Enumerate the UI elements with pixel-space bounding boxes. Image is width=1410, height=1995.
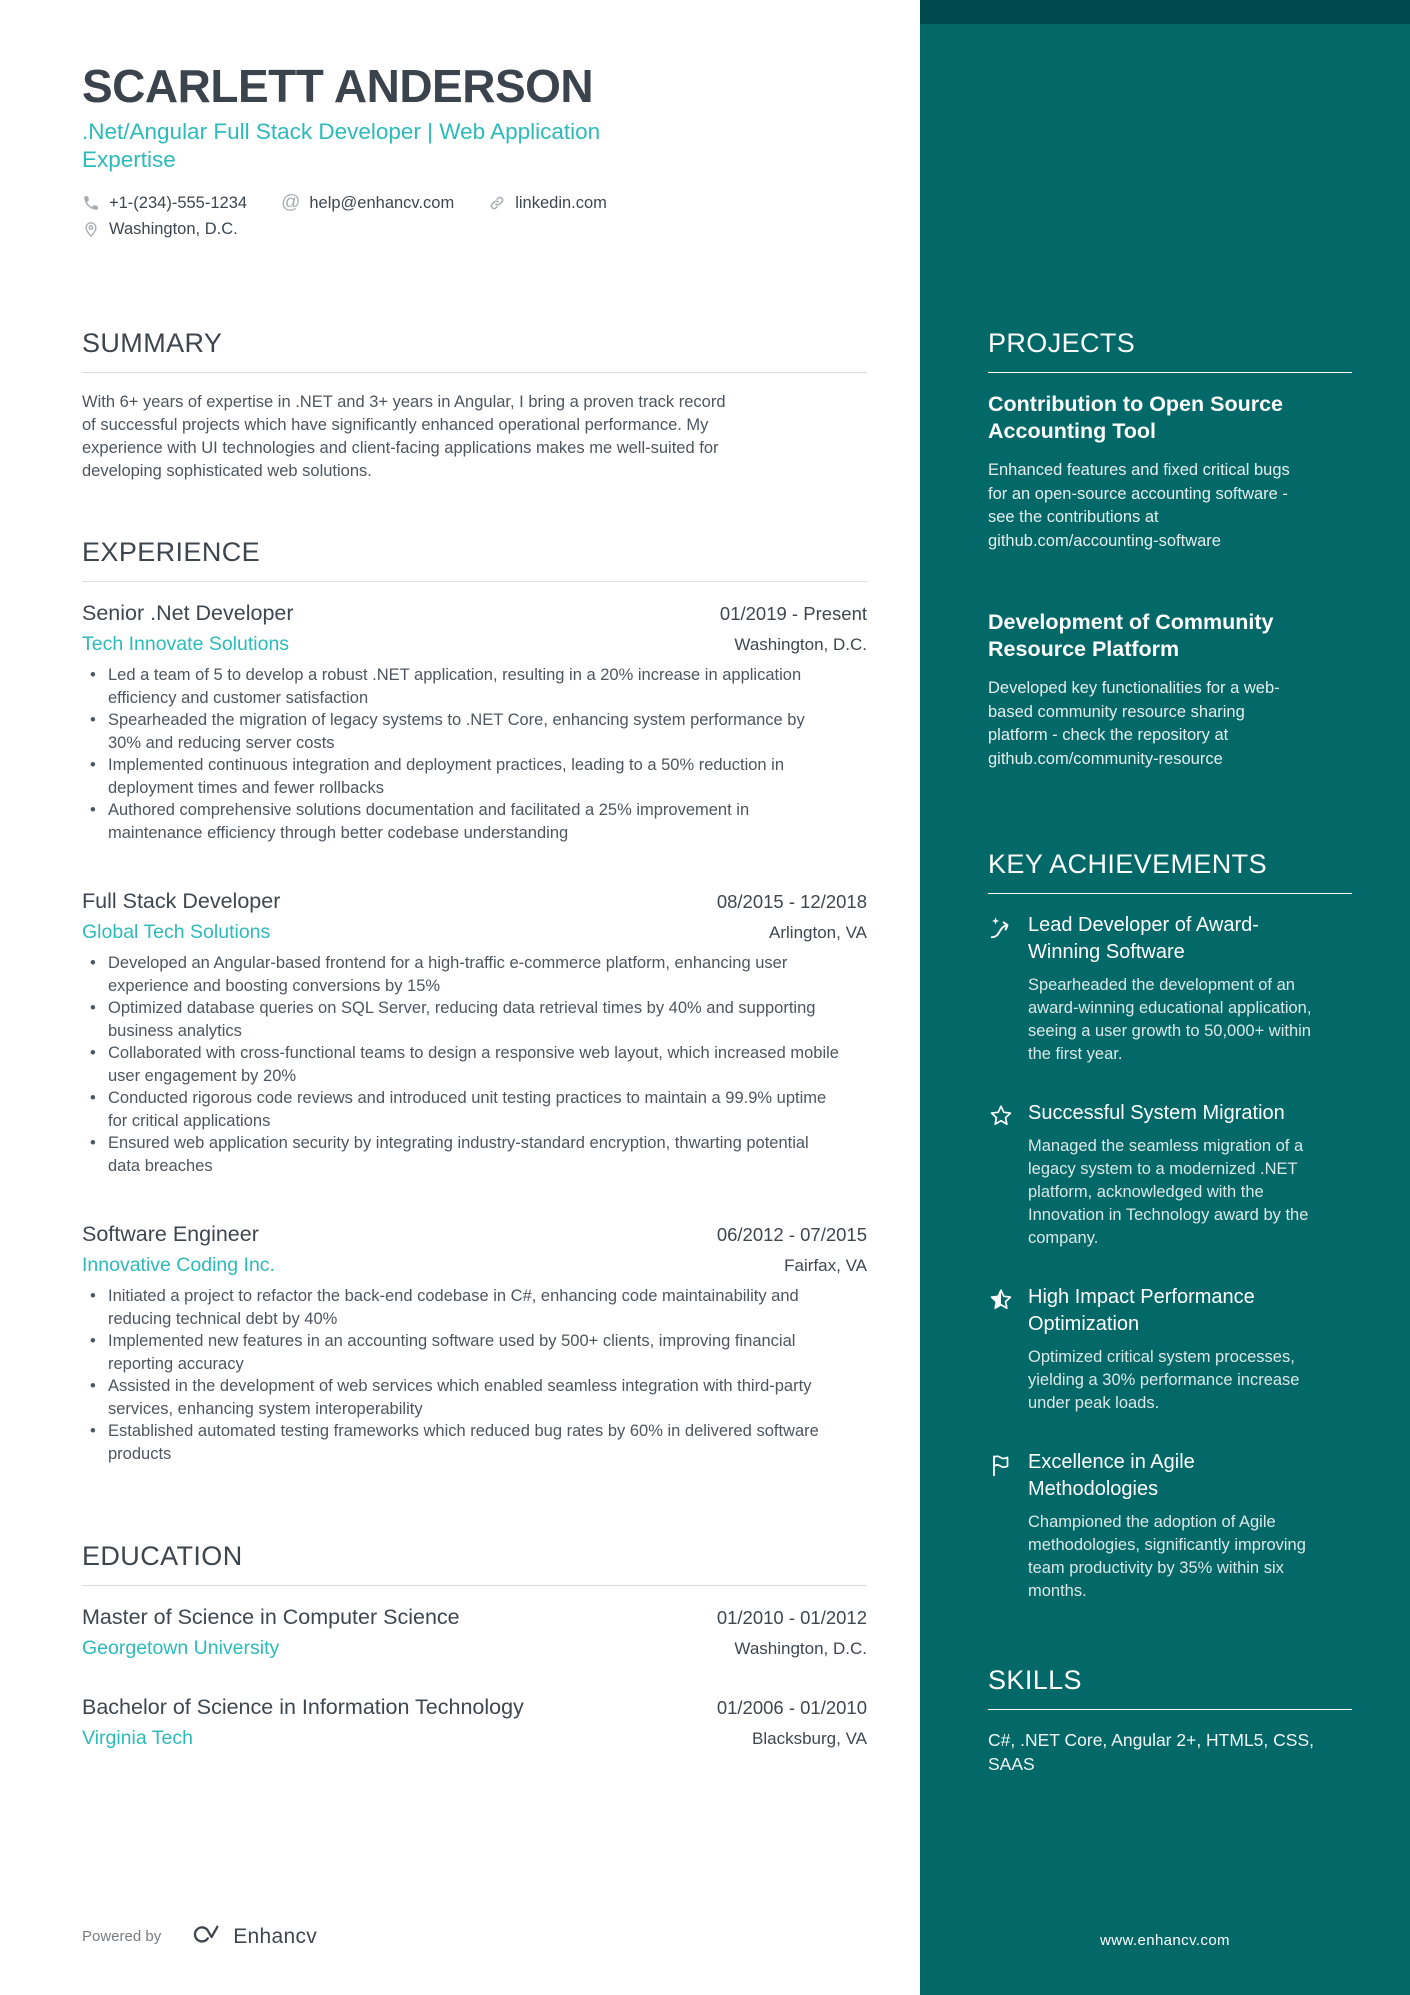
job-location: Fairfax, VA [784,1256,867,1276]
job-bullet: • Implemented continuous integration and deployment practices, leading to a 50% reduction in deployment times and fewer rollbacks [82,754,842,799]
contact-location [82,216,238,242]
person-headline: .Net/Angular Full Stack Developer | Web Application Expertise [82,119,601,173]
achievement-item [988,912,1352,1066]
resume-header [82,62,867,242]
job-entry [82,1221,867,1465]
key-achievements-heading: KEY ACHIEVEMENTS [988,849,1352,894]
job-dates: 08/2015 - 12/2018 [716,891,867,913]
contact-email-text: help@enhancv.com [309,194,455,213]
achievement-item [988,1284,1352,1415]
job-bullet: • Optimized database queries on SQL Server, reducing data retrieval times by 40% and supporting business analytics [82,997,842,1042]
degree-school: Georgetown University [82,1637,280,1660]
job-dates: 06/2012 - 07/2015 [716,1224,867,1246]
job-bullet: • Spearheaded the migration of legacy systems to .NET Core, enhancing system performance by 30% and reducing server costs [82,709,842,754]
job-bullet: • Ensured web application security by integrating industry-standard encryption, thwarting potential data breaches [82,1132,842,1177]
education-heading: EDUCATION [82,1541,867,1586]
job-bullet: • Developed an Angular-based frontend for a high-traffic e-commerce platform, enhancing user experience and boosting conversions by 15% [82,952,842,997]
star-outline-icon [988,1100,1014,1250]
contact-info [82,190,867,242]
project-item [988,391,1352,553]
job-bullet: • Assisted in the development of web services which enabled seamless integration with third-party services, enhancing system interoperability [82,1375,842,1420]
summary-section [82,328,867,483]
key-achievements-section [988,849,1352,1603]
job-bullets [82,664,867,844]
enhancv-website-link[interactable]: www.enhancv.com [1100,1932,1230,1949]
project-description: Developed key functionalities for a web-based community resource sharing platform - check the repository at github.com/community-resource [988,679,1280,768]
career-path-icon [988,912,1014,1066]
job-entry [82,600,867,844]
job-location: Washington, D.C. [734,635,867,655]
skills-section [988,1665,1352,1776]
achievement-description: Optimized critical system processes, yielding a 30% performance increase under peak loads. [1028,1348,1300,1412]
education-section [82,1541,867,1750]
job-entry [82,888,867,1177]
project-item [988,609,1352,771]
job-title: Software Engineer [82,1222,259,1247]
achievement-item [988,1100,1352,1250]
summary-heading: SUMMARY [82,328,867,373]
job-bullet: • Collaborated with cross-functional teams to design a responsive web layout, which increased mobile user engagement by 20% [82,1042,842,1087]
degree-location: Blacksburg, VA [752,1729,867,1749]
job-bullet: • Implemented new features in an accounting software used by 500+ clients, improving financial reporting accuracy [82,1330,842,1375]
contact-location-text: Washington, D.C. [109,220,238,239]
job-bullet: • Conducted rigorous code reviews and introduced unit testing practices to maintain a 99.9% uptime for critical applications [82,1087,842,1132]
achievement-title: Lead Developer of Award-Winning Software [1028,914,1259,963]
project-title: Development of Community Resource Platform [988,610,1274,661]
person-name: SCARLETT ANDERSON [82,60,594,112]
contact-link[interactable] [488,190,607,216]
degree-title: Bachelor of Science in Information Technology [82,1695,524,1720]
experience-heading: EXPERIENCE [82,537,867,582]
link-icon [488,194,506,212]
footer-branding [82,1920,317,1953]
phone-icon [82,194,100,212]
job-title: Senior .Net Developer [82,601,294,626]
job-bullet: • Established automated testing frameworks which reduced bug rates by 60% in delivered software products [82,1420,842,1465]
experience-section [82,537,867,1465]
degree-entry [82,1694,867,1750]
contact-phone[interactable] [82,190,247,216]
achievement-description: Managed the seamless migration of a legacy system to a modernized .NET platform, acknowledged with the Innovation in Technology award by the company. [1028,1137,1309,1247]
achievement-description: Spearheaded the development of an award-winning educational application, seeing a user growth to 50,000+ within the first year. [1028,976,1312,1063]
job-company: Global Tech Solutions [82,921,271,944]
projects-section [988,328,1352,771]
degree-school: Virginia Tech [82,1727,193,1750]
projects-heading: PROJECTS [988,328,1352,373]
half-star-icon [988,1284,1014,1415]
achievement-item [988,1449,1352,1603]
sidebar-top-strip [920,0,1410,24]
enhancv-wordmark: Enhancv [233,1924,318,1948]
job-bullets [82,1285,867,1465]
achievement-title: High Impact Performance Optimization [1028,1286,1255,1335]
degree-title: Master of Science in Computer Science [82,1605,460,1630]
flag-icon [988,1449,1014,1603]
job-bullet: • Authored comprehensive solutions documentation and facilitated a 25% improvement in maintenance efficiency through better codebase understanding [82,799,842,844]
enhancv-logo-icon [187,1920,223,1953]
project-description: Enhanced features and fixed critical bugs for an open-source accounting software - see the contributions at github.com/accounting-software [988,461,1290,550]
job-location: Arlington, VA [769,923,867,943]
contact-link-text: linkedin.com [515,194,607,213]
degree-entry [82,1604,867,1660]
enhancv-logo-link[interactable] [187,1920,317,1953]
degree-dates: 01/2006 - 01/2010 [716,1697,867,1719]
skills-list: C#, .NET Core, Angular 2+, HTML5, CSS, SAAS [988,1730,1314,1774]
job-title: Full Stack Developer [82,889,281,914]
achievement-title: Successful System Migration [1028,1102,1285,1124]
job-company: Innovative Coding Inc. [82,1254,275,1277]
job-company: Tech Innovate Solutions [82,633,290,656]
job-bullet: • Led a team of 5 to develop a robust .NET application, resulting in a 20% increase in application efficiency and customer satisfaction [82,664,842,709]
degree-location: Washington, D.C. [734,1639,867,1659]
job-bullets [82,952,867,1177]
summary-text: With 6+ years of expertise in .NET and 3+ years in Angular, I bring a proven track record of successful projects which have significantly enhanced operational performance. My experience with UI technologies and client-facing applications makes me well-suited for developing sophisticated web solutions. [82,393,726,481]
skills-heading: SKILLS [988,1665,1352,1710]
job-bullet: • Initiated a project to refactor the back-end codebase in C#, enhancing code maintainability and reducing technical debt by 40% [82,1285,842,1330]
contact-phone-text: +1-(234)-555-1234 [109,194,248,213]
powered-by-label: Powered by [82,1928,162,1945]
project-title: Contribution to Open Source Accounting Tool [988,392,1284,443]
sidebar [920,0,1410,1995]
contact-email[interactable] [281,190,454,216]
job-dates: 01/2019 - Present [719,603,867,625]
at-icon: @ [281,192,301,214]
achievement-description: Championed the adoption of Agile methodologies, significantly improving team productivity by 35% within six months. [1028,1513,1306,1600]
location-pin-icon [82,220,100,238]
degree-dates: 01/2010 - 01/2012 [716,1607,867,1629]
achievement-title: Excellence in Agile Methodologies [1028,1451,1195,1500]
